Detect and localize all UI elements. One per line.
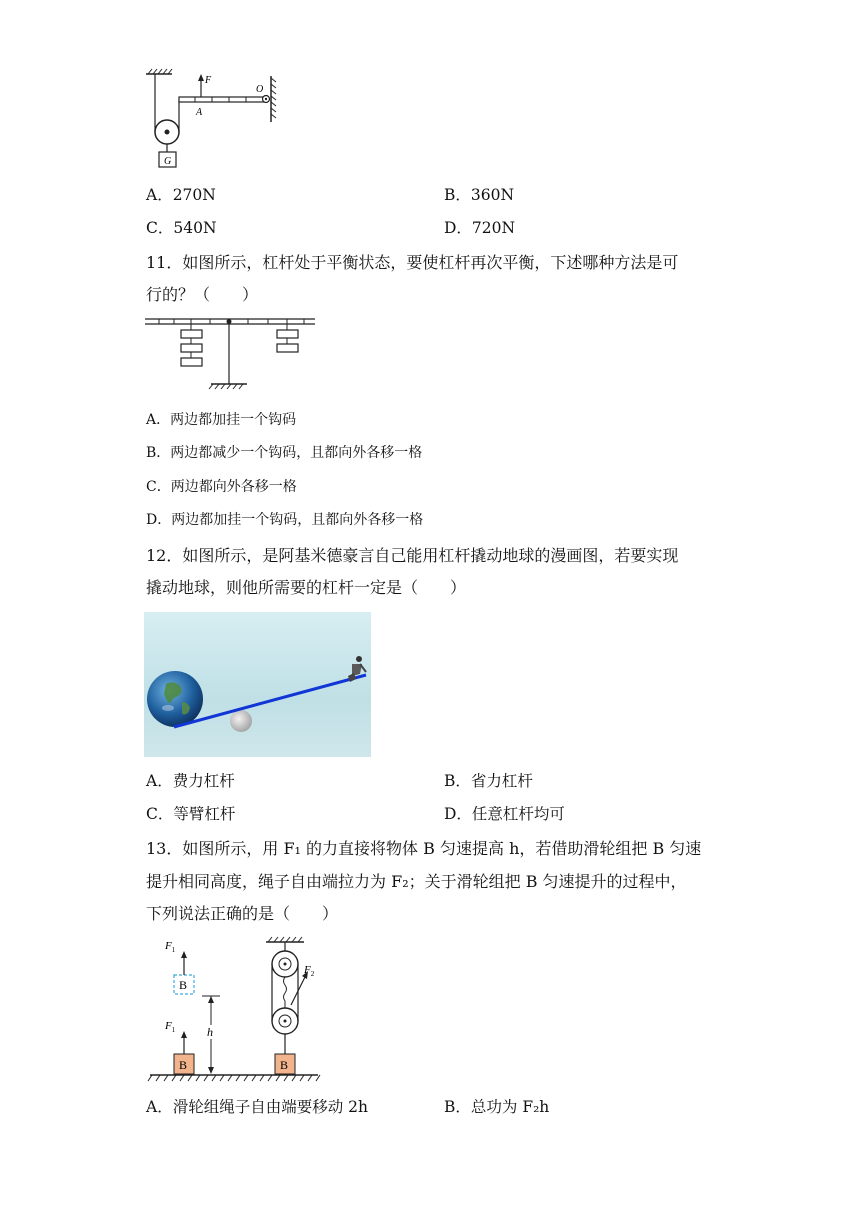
q12-option-c: C．等臂杠杆 bbox=[146, 805, 236, 823]
q13-stem-line3: 下列说法正确的是（ ） bbox=[146, 904, 339, 923]
q13-height-label: h bbox=[207, 1025, 213, 1039]
q13-block-label-right: B bbox=[280, 1058, 289, 1072]
q10-option-d: D．720N bbox=[444, 219, 516, 237]
q10-lever-pulley-figure bbox=[140, 66, 280, 174]
q12-option-d: D．任意杠杆均可 bbox=[444, 805, 565, 823]
q12-stem-line2: 撬动地球，则他所需要的杠杆一定是（ ） bbox=[146, 578, 467, 597]
q12-stem-line1: 12．如图所示，是阿基米德豪言自己能用杠杆撬动地球的漫画图，若要实现 bbox=[146, 546, 679, 565]
q11-option-c: C．两边都向外各移一格 bbox=[146, 479, 297, 495]
q10-option-a: A．270N bbox=[146, 186, 216, 204]
q13-f1-label-upper: $F_1$ bbox=[165, 940, 176, 954]
q10-option-c: C．540N bbox=[146, 219, 217, 237]
q10-force-label: F bbox=[205, 75, 212, 86]
q10-pivot-label: O bbox=[256, 84, 264, 95]
earth-icon bbox=[147, 671, 203, 727]
q11-stem-line1: 11．如图所示，杠杆处于平衡状态，要使杠杆再次平衡，下述哪种方法是可 bbox=[146, 253, 679, 272]
q13-block-label-raised: B bbox=[179, 978, 188, 992]
q10-point-a-label: A bbox=[196, 107, 203, 118]
q12-option-a: A．费力杠杆 bbox=[146, 772, 235, 790]
q13-option-a: A．滑轮组绳子自由端要移动 2h bbox=[146, 1098, 368, 1116]
q11-option-b: B．两边都减少一个钩码，且都向外各移一格 bbox=[146, 445, 423, 461]
q13-f1-label-lower: $F_1$ bbox=[165, 1020, 176, 1034]
q11-lever-balance-figure bbox=[143, 312, 318, 392]
q13-stem-line2: 提升相同高度，绳子自由端拉力为 F₂；关于滑轮组把 B 匀速提升的过程中， bbox=[146, 872, 687, 891]
q11-stem-line2: 行的？（ ） bbox=[146, 285, 259, 304]
q11-option-a: A．两边都加挂一个钩码 bbox=[146, 412, 297, 428]
q13-f2-label: $F_2$ bbox=[304, 964, 315, 978]
q11-option-d: D．两边都加挂一个钩码，且都向外各移一格 bbox=[146, 512, 424, 528]
q12-archimedes-cartoon-image bbox=[144, 612, 371, 757]
q10-weight-label: G bbox=[164, 156, 172, 167]
q13-option-b: B．总功为 F₂h bbox=[444, 1098, 550, 1116]
q13-pulley-lift-figure bbox=[146, 935, 321, 1085]
q13-stem-line1: 13．如图所示，用 F₁ 的力直接将物体 B 匀速提高 h，若借助滑轮组把 B 匀速 bbox=[146, 839, 702, 858]
moon-icon bbox=[230, 710, 252, 732]
q10-option-b: B．360N bbox=[444, 186, 515, 204]
q13-block-label-left: B bbox=[179, 1058, 188, 1072]
q12-option-b: B．省力杠杆 bbox=[444, 772, 533, 790]
